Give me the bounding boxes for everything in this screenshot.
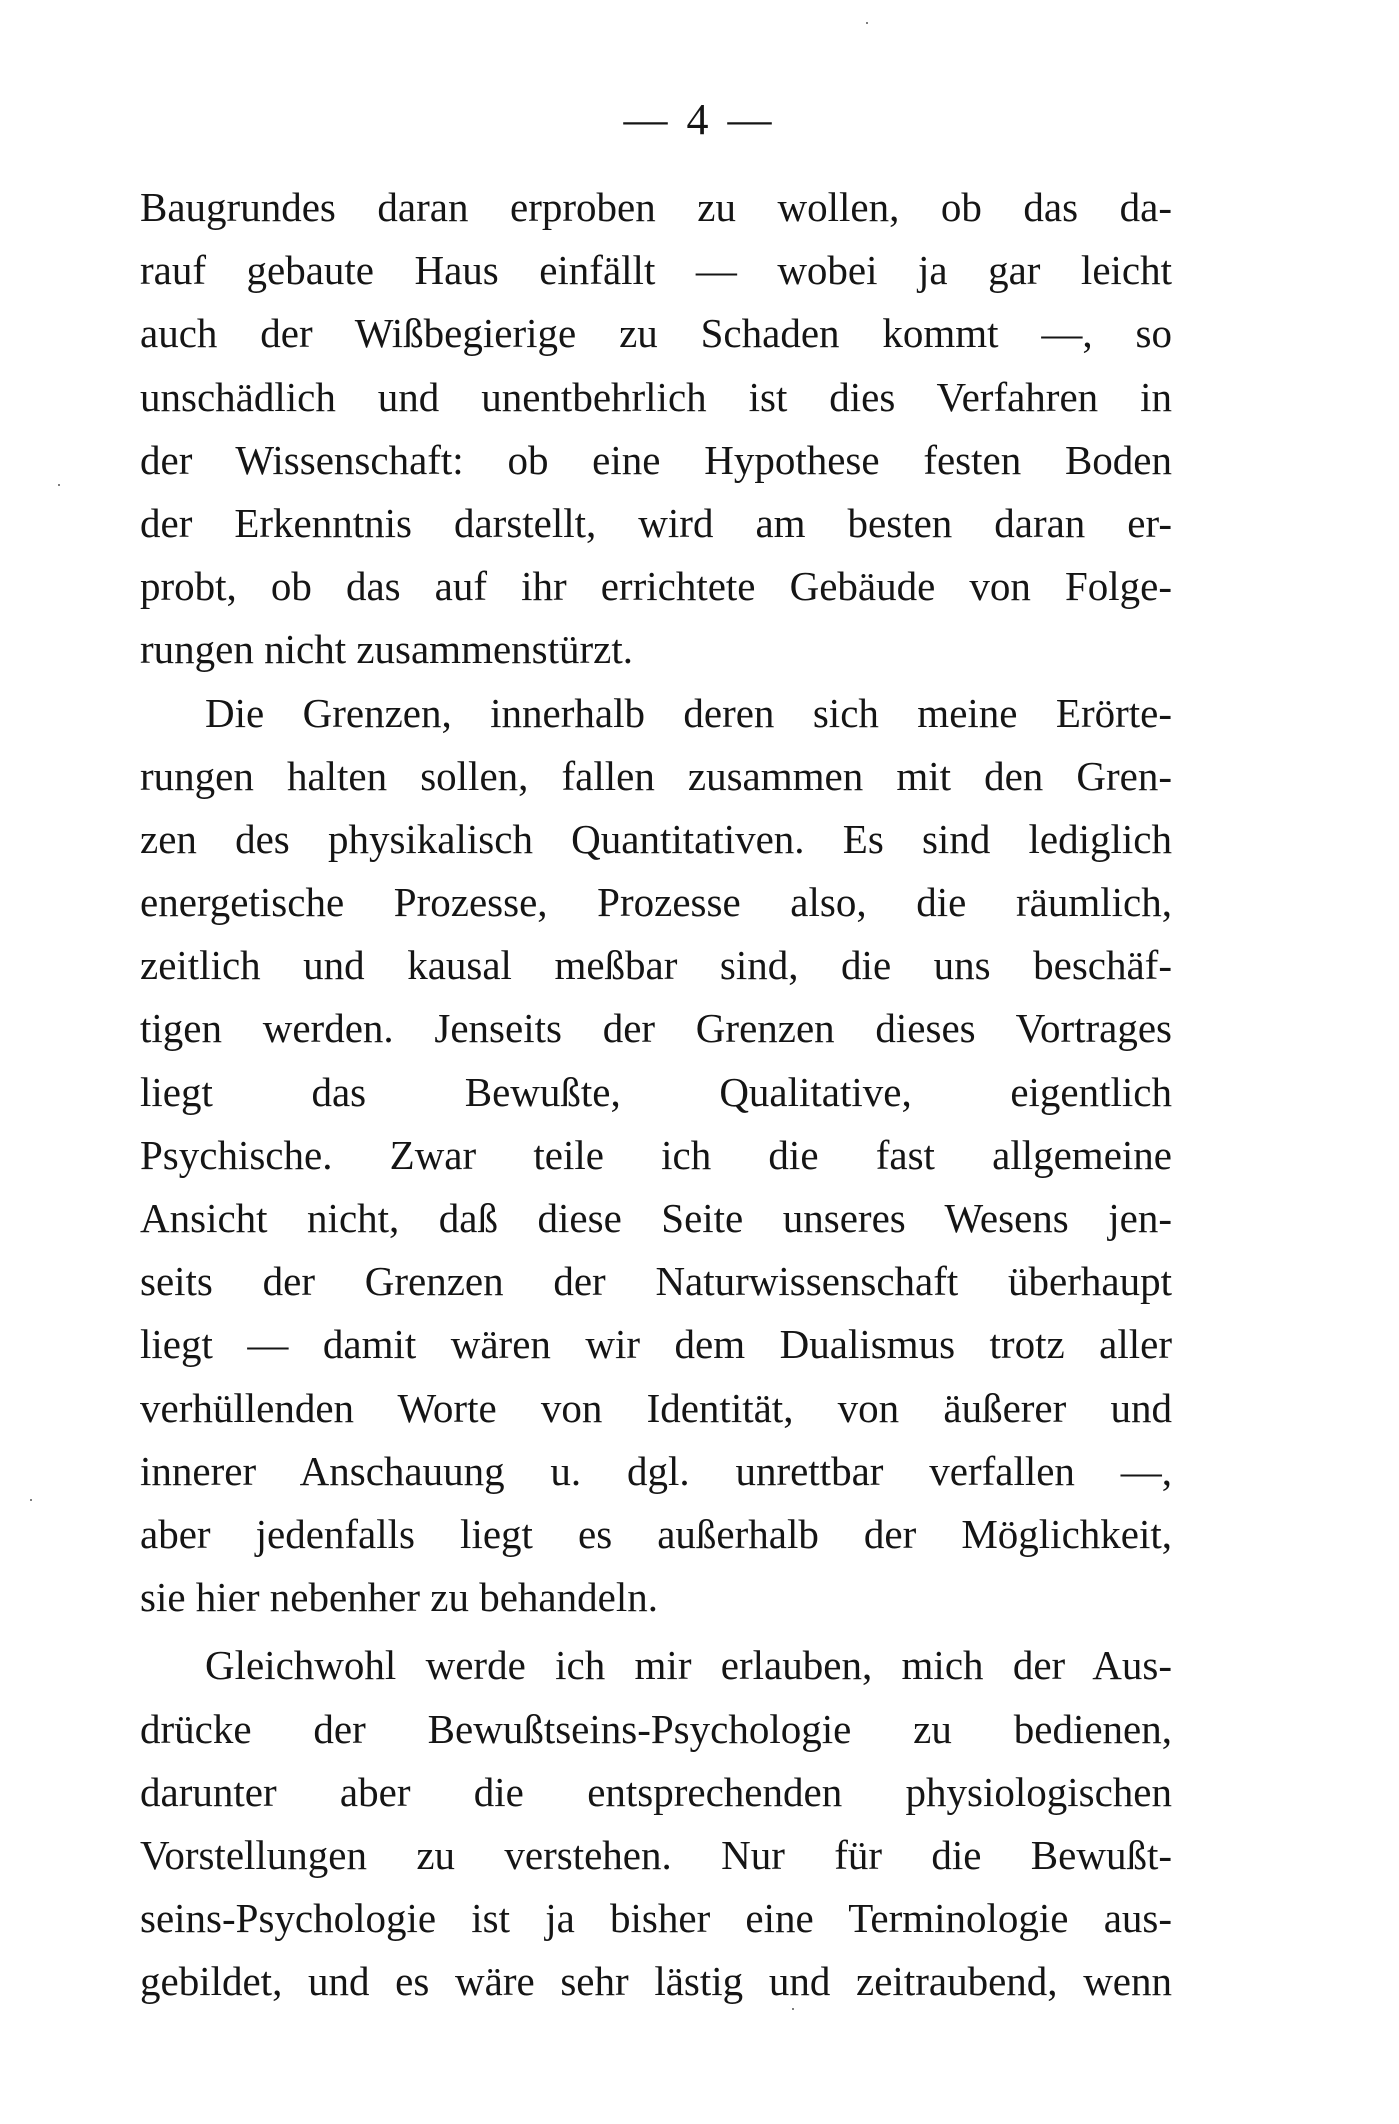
paragraph-1 bbox=[140, 176, 1172, 682]
text-line: tigen werden. Jenseits der Grenzen dieses Vortrages bbox=[140, 1005, 1172, 1052]
text-line: probt, ob das auf ihr errichtete Gebäude von Folge- bbox=[140, 563, 1172, 610]
text-line: sie hier nebenher zu behandeln. bbox=[140, 1574, 658, 1621]
text-line: Ansicht nicht, daß diese Seite unseres Wesens jen- bbox=[140, 1195, 1172, 1241]
paragraph-3 bbox=[140, 1634, 1172, 2013]
text-line: der Wissenschaft: ob eine Hypothese festen Boden bbox=[140, 436, 1172, 483]
text-line: zeitlich und kausal meßbar sind, die uns beschäf- bbox=[140, 942, 1172, 989]
print-speck bbox=[30, 1499, 32, 1501]
text-line: innerer Anschauung u. dgl. unrettbar verfallen —, bbox=[140, 1447, 1172, 1494]
text-line: gebildet, und es wäre sehr lästig und zeitraubend, wenn bbox=[140, 1958, 1172, 2005]
text-line: auch der Wißbegierige zu Schaden kommt —, so bbox=[140, 310, 1172, 357]
text-line: unschädlich und unentbehrlich ist dies Verfahren in bbox=[140, 373, 1172, 420]
print-speck bbox=[866, 22, 868, 24]
text-line: Baugrundes daran erproben zu wollen, ob das da- bbox=[140, 184, 1172, 230]
paragraph-2 bbox=[140, 682, 1172, 1630]
text-line: energetische Prozesse, Prozesse also, die räumlich, bbox=[140, 879, 1172, 926]
text-line: Die Grenzen, innerhalb deren sich meine Erörte- bbox=[205, 689, 1172, 736]
body-text bbox=[140, 176, 1172, 2013]
text-line: liegt — damit wären wir dem Dualismus trotz aller bbox=[140, 1321, 1172, 1368]
text-line: rungen halten sollen, fallen zusammen mit den Gren- bbox=[140, 752, 1172, 799]
text-line: liegt das Bewußte, Qualitative, eigentlich bbox=[140, 1068, 1172, 1115]
text-line: aber jedenfalls liegt es außerhalb der Möglichkeit, bbox=[140, 1510, 1172, 1557]
page-number: — 4 — bbox=[623, 95, 776, 144]
text-line: seins-Psychologie ist ja bisher eine Terminologie aus- bbox=[140, 1895, 1172, 1942]
text-line: Gleichwohl werde ich mir erlauben, mich der Aus- bbox=[205, 1642, 1172, 1689]
text-line: Vorstellungen zu verstehen. Nur für die Bewußt- bbox=[140, 1831, 1172, 1878]
text-line: darunter aber die entsprechenden physiologischen bbox=[140, 1768, 1172, 1815]
text-line: verhüllenden Worte von Identität, von äußerer und bbox=[140, 1384, 1172, 1431]
print-speck bbox=[58, 484, 60, 486]
text-line: rauf gebaute Haus einfällt — wobei ja gar leicht bbox=[140, 247, 1172, 294]
text-line: drücke der Bewußtseins-Psychologie zu bedienen, bbox=[140, 1705, 1172, 1752]
text-line: Psychische. Zwar teile ich die fast allgemeine bbox=[140, 1131, 1172, 1178]
text-line: seits der Grenzen der Naturwissenschaft überhaupt bbox=[140, 1258, 1172, 1305]
text-line: zen des physikalisch Quantitativen. Es sind lediglich bbox=[140, 815, 1172, 862]
text-line: der Erkenntnis darstellt, wird am besten daran er- bbox=[140, 499, 1172, 546]
text-line: rungen nicht zusammenstürzt. bbox=[140, 626, 634, 673]
